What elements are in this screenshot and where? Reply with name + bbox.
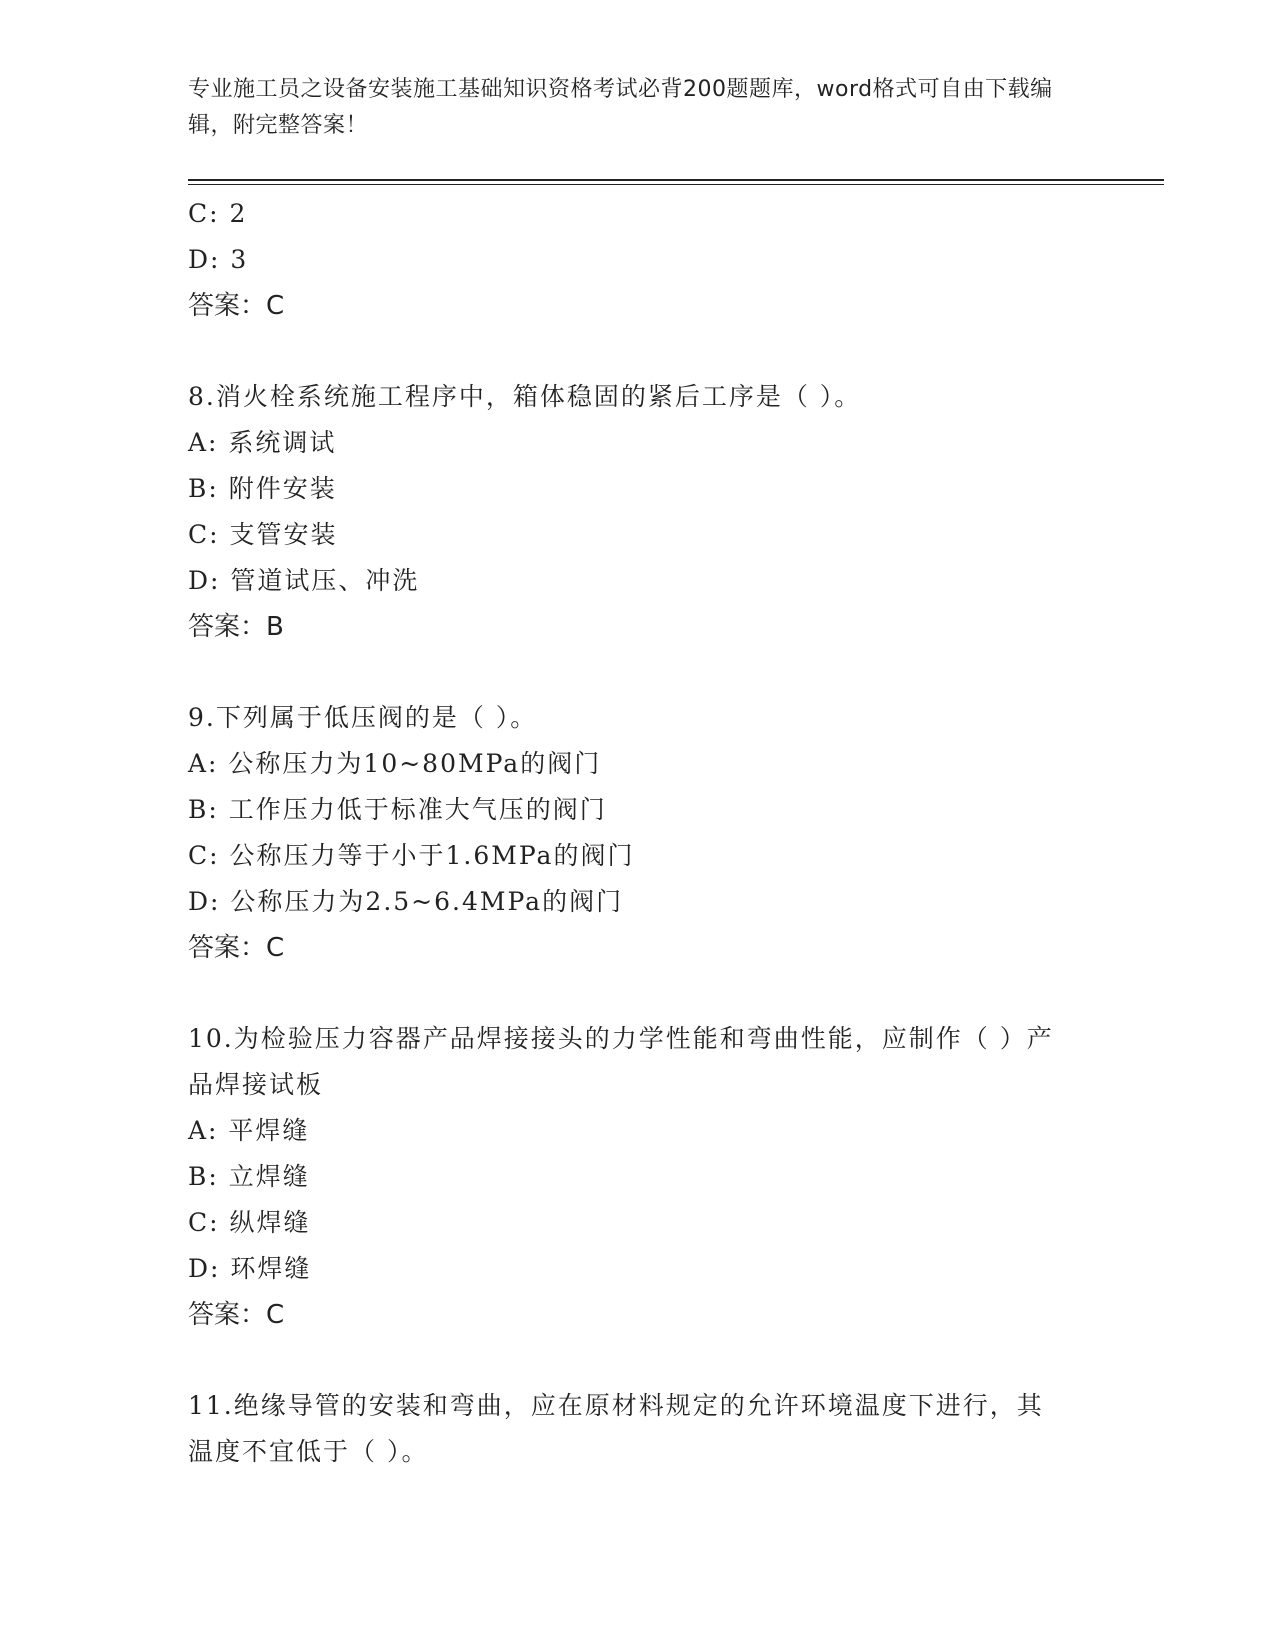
- question-text: 9.下列属于低压阀的是（ ）。: [188, 703, 538, 732]
- answer-line: 答案：C: [188, 1300, 285, 1330]
- question-block-9: [188, 695, 1088, 971]
- question-text: 8.消火栓系统施工程序中，箱体稳固的紧后工序是（ ）。: [188, 382, 862, 411]
- option-d: D: 公称压力为2.5~6.4MPa的阀门: [188, 887, 624, 916]
- option-d: D: 环焊缝: [188, 1254, 312, 1283]
- option-b: B: 立焊缝: [188, 1162, 310, 1191]
- question-block-7: [188, 191, 1088, 329]
- question-text: 10.为检验压力容器产品焊接接头的力学性能和弯曲性能，应制作（ ）产品焊接试板: [188, 1024, 1054, 1099]
- header-title: 专业施工员之设备安装施工基础知识资格考试必背200题题库，word格式可自由下载编辑，附完整答案！: [188, 77, 1053, 138]
- document-header: [188, 72, 1088, 144]
- option-c: C: 纵焊缝: [188, 1208, 311, 1237]
- header-divider-thick: [188, 179, 1164, 181]
- answer-line: 答案：C: [188, 933, 285, 963]
- question-block-8: [188, 374, 1088, 650]
- option-a: A: 平焊缝: [188, 1116, 310, 1145]
- option-c: C: 公称压力等于小于1.6MPa的阀门: [188, 841, 635, 870]
- option-b: B: 附件安装: [188, 474, 337, 503]
- answer-line: 答案：C: [188, 291, 285, 321]
- question-list: [188, 191, 1088, 1475]
- option-d: D: 3: [188, 245, 249, 274]
- answer-line: 答案：B: [188, 612, 284, 642]
- option-d: D: 管道试压、冲洗: [188, 566, 420, 595]
- option-a: A: 系统调试: [188, 428, 337, 457]
- option-a: A: 公称压力为10~80MPa的阀门: [188, 749, 602, 778]
- header-divider-thin: [188, 184, 1164, 185]
- question-block-10: [188, 1016, 1088, 1338]
- question-text: 11.绝缘导管的安装和弯曲，应在原材料规定的允许环境温度下进行，其温度不宜低于（ ）。: [188, 1391, 1044, 1466]
- option-c: C: 2: [188, 199, 248, 228]
- question-block-11: [188, 1383, 1088, 1475]
- option-b: B: 工作压力低于标准大气压的阀门: [188, 795, 607, 824]
- option-c: C: 支管安装: [188, 520, 338, 549]
